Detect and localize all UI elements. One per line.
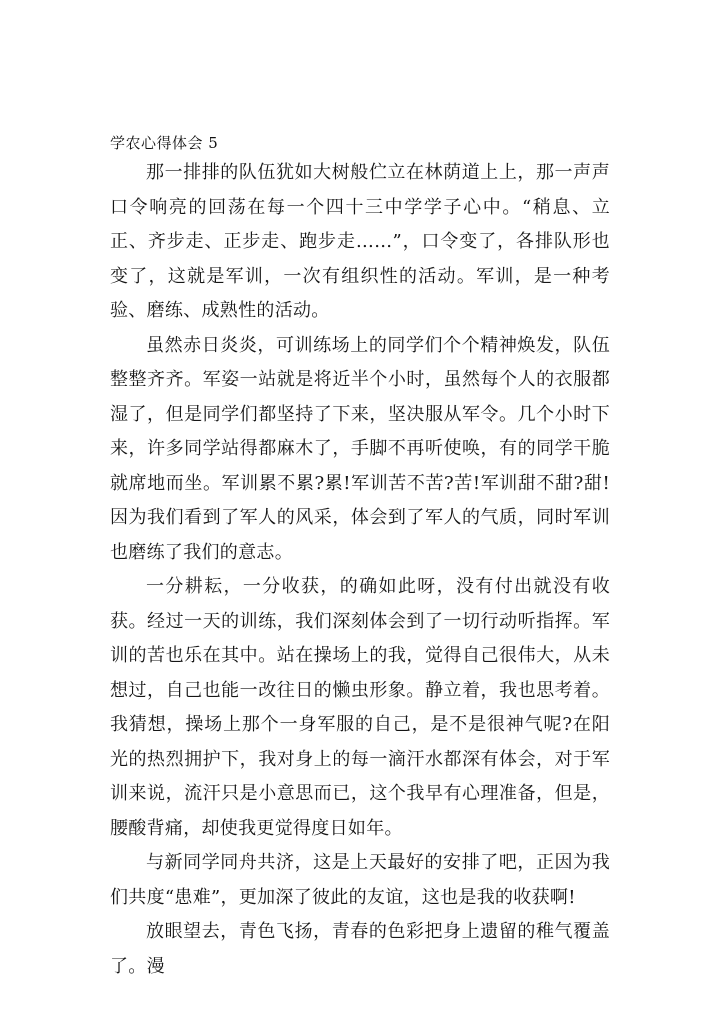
paragraph: 一分耕耘，一分收获，的确如此呀，没有付出就没有收获。经过一天的训练，我们深刻体会到了一切行动听指挥。军训的苦也乐在其中。站在操场上的我，觉得自己很伟大，从未想过，自己也能一改往日的懒虫形象。静立着，我也思考着。我猜想，操场上那个一身军服的自己，是不是很神气呢?在阳光的热烈拥护下，我对身上的每一滴汗水都深有体会，对于军训来说，流汗只是小意思而已，这个我早有心理准备，但是，腰酸背痛，却使我更觉得度日如年。 (110, 576, 610, 839)
paragraph: 虽然赤日炎炎，可训练场上的同学们个个精神焕发，队伍整整齐齐。军姿一站就是将近半个小时，虽然每个人的衣服都湿了，但是同学们都坚持了下来，坚决服从军令。几个小时下来，许多同学站得都麻木了，手脚不再听使唤，有的同学干脆就席地而坐。军训累不累?累!军训苦不苦?苦!军训甜不甜?甜!因为我们看到了军人的风采，体会到了军人的气质，同时军训也磨练了我们的意志。 (110, 334, 610, 563)
document-title: 学农心得体会 5 (110, 134, 219, 152)
paragraph: 那一排排的队伍犹如大树般伫立在林荫道上上，那一声声口令响亮的回荡在每一个四十三中学学子心中。“稍息、立正、齐步走、正步走、跑步走……”，口令变了，各排队形也变了，这就是军训，一次有组织性的活动。军训，是一种考验、磨练、成熟性的活动。 (110, 162, 610, 321)
document-body (110, 156, 610, 984)
paragraph: 放眼望去，青色飞扬，青春的色彩把身上遗留的稚气覆盖了。漫 (110, 921, 610, 977)
paragraph: 与新同学同舟共济，这是上天最好的安排了吧，正因为我们共度“患难”，更加深了彼此的友谊，这也是我的收获啊! (110, 852, 610, 908)
